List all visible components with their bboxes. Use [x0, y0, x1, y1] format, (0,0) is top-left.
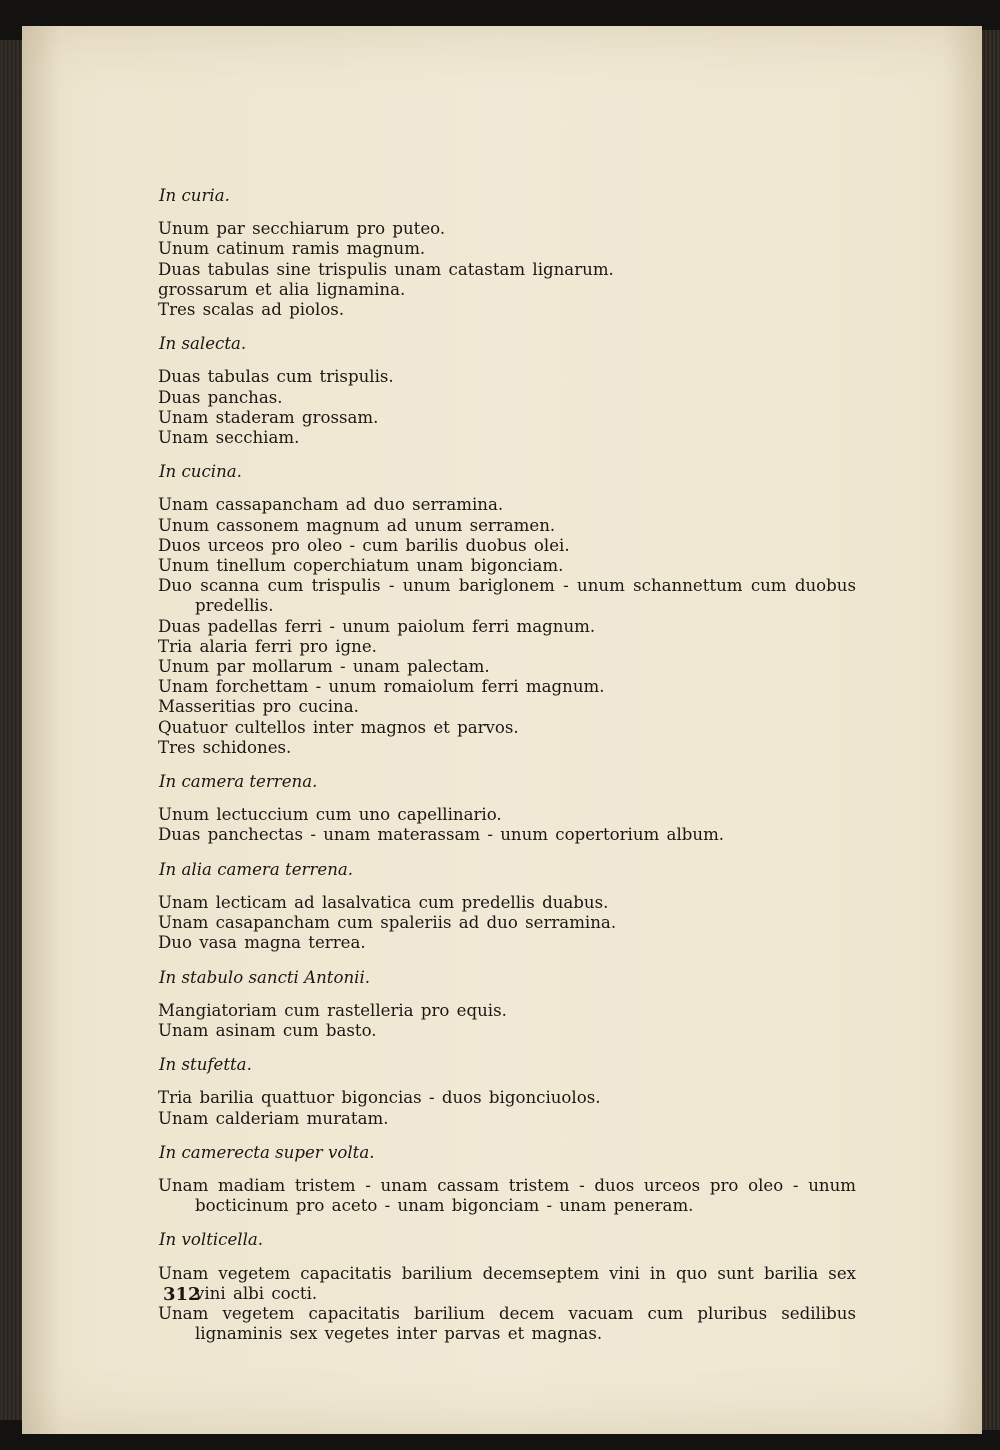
section-heading: In alia camera terrena.: [159, 859, 354, 879]
inventory-line: Tria alaria ferri pro igne.: [158, 636, 377, 656]
section-heading: In salecta.: [159, 334, 247, 354]
inventory-line: Duas panchas.: [158, 387, 283, 407]
inventory-line: Unam forchettam - unum romaiolum ferri magnum.: [158, 677, 605, 697]
section-heading: In camera terrena.: [159, 772, 318, 792]
inventory-line: Unam casapancham cum spaleriis ad duo serramina.: [158, 913, 617, 933]
inventory-line: Duas tabulas sine trispulis unam catastam lignarum.: [158, 259, 614, 279]
inventory-section: [158, 334, 856, 448]
inventory-line: Unam madiam tristem - unam cassam tristem - duos urceos pro oleo - unum bocticinum pro aceto - unam bigonciam - unam peneram.: [158, 1175, 856, 1216]
inventory-line: Duo vasa magna terrea.: [158, 933, 366, 953]
book-edge-left: [0, 40, 24, 1420]
inventory-section: [158, 186, 856, 320]
inventory-line: Tres scalas ad piolos.: [158, 300, 345, 320]
inventory-section: [158, 1143, 856, 1217]
inventory-section: [158, 462, 856, 758]
inventory-line: Unum tinellum coperchiatum unam bigonciam.: [158, 556, 564, 576]
inventory-section: [158, 1230, 856, 1344]
inventory-line: Duas padellas ferri - unum paiolum ferri magnum.: [158, 616, 596, 636]
inventory-line: Unum lectuccium cum uno capellinario.: [158, 805, 502, 825]
inventory-section: [158, 1055, 856, 1129]
inventory-section: [158, 860, 856, 954]
inventory-line: Duos urceos pro oleo - cum barilis duobus olei.: [158, 535, 570, 555]
inventory-line: Unam cassapancham ad duo serramina.: [158, 495, 504, 515]
section-heading: In stabulo sancti Antonii.: [159, 967, 371, 987]
section-heading: In stufetta.: [159, 1055, 252, 1075]
inventory-line: Unam vegetem capacitatis barilium decemseptem vini in quo sunt barilia sex vini albi cocti.: [158, 1263, 856, 1303]
inventory-section: [158, 772, 856, 846]
inventory-section: [158, 968, 856, 1042]
section-heading: In curia.: [159, 186, 230, 205]
inventory-line: Unam calderiam muratam.: [158, 1108, 389, 1128]
inventory-line: Masseritias pro cucina.: [158, 697, 359, 717]
inventory-line: grossarum et alia lignamina.: [158, 279, 406, 299]
inventory-line: Unum par secchiarum pro puteo.: [158, 219, 446, 239]
inventory-line: Unam asinam cum basto.: [158, 1020, 377, 1040]
inventory-line: Unam lecticam ad lasalvatica cum predellis duabus.: [158, 892, 609, 912]
section-heading: In volticella.: [159, 1230, 264, 1250]
inventory-line: Tria barilia quattuor bigoncias - duos bigonciuolos.: [158, 1088, 601, 1108]
section-heading: In cucina.: [159, 462, 242, 482]
inventory-line: Duas panchectas - unam materassam - unum copertorium album.: [158, 825, 725, 845]
inventory-line: Unum cassonem magnum ad unum serramen.: [158, 515, 556, 535]
inventory-line: Unum catinum ramis magnum.: [158, 239, 426, 259]
section-heading: In camerecta super volta.: [159, 1142, 375, 1162]
book-edge-right: [980, 30, 1000, 1430]
inventory-line: Duas tabulas cum trispulis.: [158, 367, 394, 387]
inventory-line: Mangiatoriam cum rastelleria pro equis.: [158, 1000, 507, 1020]
page-text: [158, 186, 856, 1358]
inventory-line: Quatuor cultellos inter magnos et parvos.: [158, 717, 519, 737]
inventory-line: Unam vegetem capacitatis barilium decem vacuam cum pluribus sedilibus lignaminis sex vegetes inter parvas et magnas.: [158, 1303, 856, 1344]
inventory-line: Tres schidones.: [158, 737, 292, 757]
page-number: 312: [163, 1284, 201, 1305]
inventory-line: Unam secchiam.: [158, 428, 300, 448]
inventory-line: Unam staderam grossam.: [158, 407, 379, 427]
inventory-line: Duo scanna cum trispulis - unum bariglonem - unum schannettum cum duobus predellis.: [158, 576, 856, 616]
inventory-line: Unum par mollarum - unam palectam.: [158, 657, 490, 677]
